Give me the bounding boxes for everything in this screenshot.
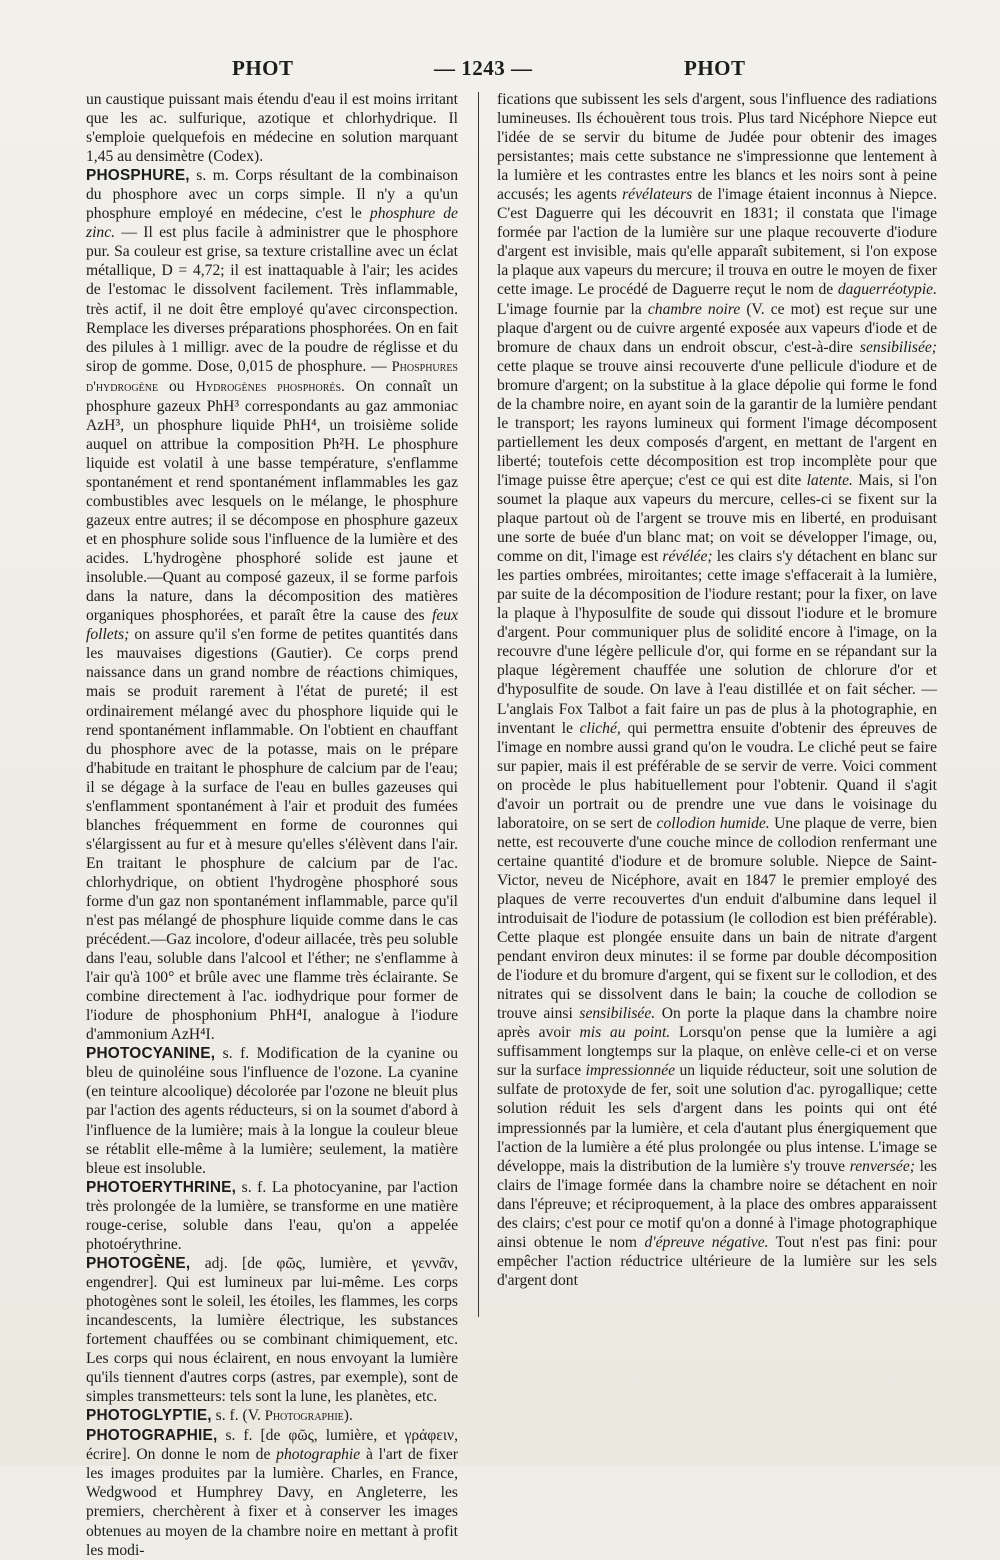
dictionary-entry	[86, 1406, 458, 1426]
text-run: qui permettra ensuite d'obtenir des épreuves de l'image en nombre aussi grand qu'on le voudra. Le cliché peut se faire sur papier, mais il est préférable de se servir de verre. Voici comment on procède le plus habituellement pour l'obtenir. Quand il s'agit d'avoir un portrait ou de prendre une vue dans le voisinage du laboratoire, on se sert de	[497, 719, 938, 832]
italic-term: chambre noire	[647, 300, 741, 318]
italic-term: feux follets;	[86, 607, 458, 644]
italic-term: mis au point.	[579, 1024, 671, 1042]
text-run: les clairs s'y détachent en blanc sur les parties ombrées, miroitantes; cette image s'effacerait à la lumière, par suite de la décomposition de l'iodure restant; pour la fixer, on lave la plaque à l'hyposulfite de soude qui dissout l'iodure et le bromure d'argent. Pour communiquer plus de solidité encore à l'image, on la recouvre d'une légère pellicule d'or, qui forme en se répandant sur la plaque légèrement chauffée une solution de chlorure d'or et d'hyposulfite de soude. On lave à l'eau distillée et on fait sécher. — L'anglais Fox Talbot a fait faire un pas de plus à la photographie, en inventant le	[497, 548, 937, 737]
italic-term: révélée;	[662, 548, 713, 566]
text-run: s. f. (V.	[211, 1407, 265, 1425]
running-head-left: PHOT	[232, 56, 294, 80]
dictionary-entry	[86, 1178, 458, 1254]
entry-headword: PHOTOCYANINE,	[86, 1045, 216, 1063]
entry-headword: PHOTOGLYPTIE,	[86, 1407, 212, 1425]
text-run: s. f. La photocyanine, par l'action très prolongée de la lumière, se transforme en une matière rouge-cerise, soluble dans l'eau, qu'on a appelée photoérythrine.	[86, 1178, 458, 1253]
continued-text	[497, 90, 937, 1290]
italic-term: latente.	[806, 471, 853, 489]
dictionary-entry	[86, 1044, 458, 1177]
text-run: On porte la plaque dans la chambre noire après avoir	[497, 1005, 937, 1042]
text-run: s. f. Modification de la cyanine ou bleu de quinoléine sous l'influence de l'ozone. La cyanine (en teinture alcoolique) décolorée par l'ozone ne bleuit plus par l'action des agents réducteurs, si on la soumet d'abord à l'influence de la lumière; mais à la longue la couleur bleue se rétablit elle-même à la lumière; seulement, la matière bleue est insoluble.	[86, 1045, 458, 1177]
text-run: un liquide réducteur, soit une solution de sulfate de protoxyde de fer, soit une solution d'ac. pyrogallique; cette solution réduit les sels d'argent dans les points qui ont été impressionnés par la lumière, et cela d'autant plus énergiquement que l'action de la lumière a été plus prolongée ou plus intense. L'image se développe, mais la distribution de la lumière s'y trouve	[497, 1062, 937, 1175]
text-run: de l'image étaient inconnus à Niepce. C'est Daguerre qui les découvrit en 1831; il constata que l'image formée par l'action de la lumière sur une plaque recouverte d'iodure d'argent est invisible, mais qu'elle apparaît subitement, si l'on expose la plaque aux vapeurs du mercure; il trouva en outre le moyen de fixer cette image. Le procédé de Daguerre reçut le nom de	[497, 186, 937, 299]
text-run: ou	[158, 377, 196, 395]
column-divider	[478, 92, 479, 1317]
italic-term: phosphure de zinc.	[86, 205, 458, 242]
small-caps-term: Photographie	[264, 1408, 344, 1425]
text-run: fications que subissent les sels d'argent, sous l'influence des radiations lumineuses. Ils échouèrent tous trois. Plus tard Nicéphore Niepce eut l'idée de se servir du bitume de Judée pour obtenir des images persistantes; mais cette substance ne s'impressionne que lentement à la lumière et les contrastes entre les blancs et les noirs sont à peine accusés; les agents	[497, 91, 937, 204]
text-run: L'image fournie par la	[497, 300, 648, 318]
italic-term: impressionnée	[585, 1062, 676, 1080]
small-caps-term: Hydrogènes phosphorés.	[195, 378, 345, 395]
dictionary-entry	[86, 1426, 458, 1559]
italic-term: renversée;	[849, 1157, 915, 1175]
text-run: adj. [de φῶς, lumière, et γεννᾶν, engendrer]. Qui est lumineux par lui-même. Les corps photogènes sont le soleil, les étoiles, les flammes, les corps incandescents, la lumière électrique, les substances fortement chauffées ou se combinant chimiquement, etc. Les corps qui nous éclairent, en nous envoyant la lumière qu'ils tiennent d'autres corps (astres, par exemple), sont de simples transmetteurs: tels sont la lune, les planètes, etc.	[86, 1254, 458, 1406]
italic-term: sensibilisée;	[859, 338, 937, 356]
text-run: — Il est plus facile à administrer que le phosphore pur. Sa couleur est grise, sa texture cristalline avec un éclat métallique, D = 4,72; il est inattaquable à l'air; les acides de l'estomac le dissolvent facilement. Très inflammable, très actif, il ne doit être employé qu'avec circonspection. Remplace les diverses préparations phosphorées. On en fait des pilules à 1 milligr. avec de la poudre de réglisse et du sirop de gomme. Dose, 0,015 de phosphure. —	[86, 224, 458, 375]
left-column	[86, 90, 458, 1560]
entry-headword: PHOSPHURE,	[86, 167, 190, 185]
text-run: Mais, si l'on soumet la plaque aux vapeurs du mercure, celles-ci se fixent sur la plaque partout où de l'argent se trouve mis en liberté, en produisant une sorte de buée d'un blanc mat; on voit se développer l'image, ou, comme on dit, l'image est	[497, 471, 938, 566]
italic-term: collodion humide.	[656, 814, 770, 832]
italic-term: cliché,	[579, 719, 621, 737]
text-run: (V. ce mot) est reçue sur une plaque d'argent ou de cuivre argenté exposée aux vapeurs d'iode et de bromure de chaux dans un endroit obscur, c'est-à-dire	[497, 300, 937, 356]
text-run: s. m. Corps résultant de la combinaison du phosphore avec un corps simple. Il n'y a qu'un phosphure employé en médecine, c'est le	[86, 167, 458, 223]
running-head-right: PHOT	[684, 56, 746, 80]
text-run: à l'art de fixer les images produites par la lumière. Charles, en France, Wedgwood et Humphrey Davy, en Angleterre, les premiers, cherchèrent à fixer et à conserver les images obtenues au moyen de la chambre noire en mettant à profit les modi-	[86, 1446, 458, 1559]
italic-term: révélateurs	[622, 186, 693, 204]
page-number: — 1243 —	[434, 56, 533, 80]
italic-term: daguerréotypie.	[837, 281, 937, 299]
small-caps-term: Phosphures d'hydrogène	[86, 358, 458, 395]
text-run: Lorsqu'on pense que la lumière a agi suffisamment longtemps sur la plaque, on enlève celle-ci et on verse sur la surface	[497, 1024, 937, 1080]
continued-text	[86, 90, 458, 166]
text-run: Tout n'est pas fini: pour empêcher l'action réductrice ultérieure de la lumière sur les sels d'argent dont	[497, 1233, 937, 1289]
entry-headword: PHOTOGRAPHIE,	[86, 1427, 218, 1445]
entry-headword: PHOTOGÈNE,	[86, 1254, 191, 1272]
italic-term: sensibilisée.	[579, 1005, 656, 1023]
text-run: cette plaque se trouve ainsi recouverte d'une pellicule d'iodure et de bromure d'argent; on la substitue à la glace dépolie qui forme le fond de la chambre noire, en ayant soin de la garantir de la lumière pendant le transport; les rayons lumineux qui forment l'image décomposent partiellement les deux composés d'argent, en mettant de l'argent en liberté; toutefois cette décomposition est trop incomplète pour que l'image puisse être aperçue; c'est ce qui est dite	[497, 357, 937, 489]
dictionary-entry	[86, 1254, 458, 1406]
text-run: On connaît un phosphure gazeux PhH³ correspondants au gaz ammoniac AzH³, un phosphure liquide PhH⁴, un troisième solide auquel on attribue la composition Ph²H. Le phosphure liquide est volatil à une basse température, s'enflamme spontanément et rend spontanément inflammables les gaz combustibles avec lesquels on le mélange, le phosphure gazeux entre autres; il se décompose en phosphure gazeux et en phosphure solide sous l'influence de la lumière et des acides. L'hydrogène phosphoré solide est jaune et insoluble.—Quant au composé gazeux, il se forme parfois dans la nature, dans la décomposition des matières organiques phosphorées, et paraît être la cause des	[86, 377, 458, 625]
text-run: les clairs de l'image formée dans la chambre noire se détachent en noir dans l'épreuve; et réciproquement, à la place des ombres apparaissent des clairs; c'est pour ce motif qu'on a donné à l'image photographique ainsi obtenue le nom	[497, 1157, 937, 1251]
text-run: ).	[343, 1407, 353, 1425]
entry-headword: PHOTOERYTHRINE,	[86, 1178, 237, 1196]
paragraph-text: un caustique puissant mais étendu d'eau il est moins irritant que les ac. sulfurique, azotique et chlorhydrique. Il s'emploie quelquefois en médecine en solution marquant 1,45 au densimètre (Codex).	[86, 91, 458, 166]
italic-term: photographie	[276, 1446, 361, 1464]
text-run: Une plaque de verre, bien nette, est recouverte d'une couche mince de collodion renfermant une certaine quantité d'iodure et de bromure soluble. Niepce de Saint-Victor, neveu de Nicéphore, avait en 1847 le premier employé des plaques de verre recouvertes d'un enduit d'albumine dans lequel il introduisait de l'iodure de potassium (le collodion est bien préférable). Cette plaque est plongée ensuite dans un bain de nitrate d'argent pendant environ deux minutes: il se forme par double décomposition de l'iodure et du bromure d'argent, qui se fixent sur le collodion, et des nitrates qui se dissolvent dans le bain; la couche de collodion se trouve ainsi	[497, 814, 938, 1023]
italic-term: d'épreuve négative.	[644, 1233, 769, 1251]
text-run: s. f. [de φῶς, lumière, et γράφειν, écrire]. On donne le nom de	[86, 1427, 458, 1464]
dictionary-entry	[86, 166, 458, 1044]
text-run: on assure qu'il s'en forme de petites quantités dans les mauvaises digestions (Gautier). Ce corps prend naissance dans un grand nombre de réactions chimiques, mais se produit rarement à l'état de pureté; il est ordinairement mélangé avec du phosphore liquide qui le rend spontanément inflammable. On l'obtient en chauffant du phosphore avec de la potasse, mais on le prépare d'habitude en traitant le phosphure de calcium par de l'eau; il se dégage à la surface de l'eau en bulles gazeuses qui s'enflamment spontanément à l'air et produit des fumées blanches fréquemment en forme de couronnes qui s'élargissent au fur et à mesure qu'elles s'élèvent dans l'air. En traitant le phosphure de calcium par de l'ac. chlorhydrique, on obtient l'hydrogène phosphoré sous forme d'un gaz non spontanément inflammable, parce qu'il n'est pas mélangé de phosphure liquide comme dans le cas précédent.—Gaz incolore, d'odeur aillacée, très peu soluble dans l'eau, soluble dans l'alcool et l'éther; ne s'enflamme à l'air qu'à 100° et brûle avec une flamme très éclairante. Se combine directement à l'ac. iodhydrique pour former de l'iodure de phosphonium PhH⁴I, analogue à l'iodure d'ammonium AzH⁴I.	[86, 626, 458, 1044]
right-column	[497, 90, 937, 1290]
